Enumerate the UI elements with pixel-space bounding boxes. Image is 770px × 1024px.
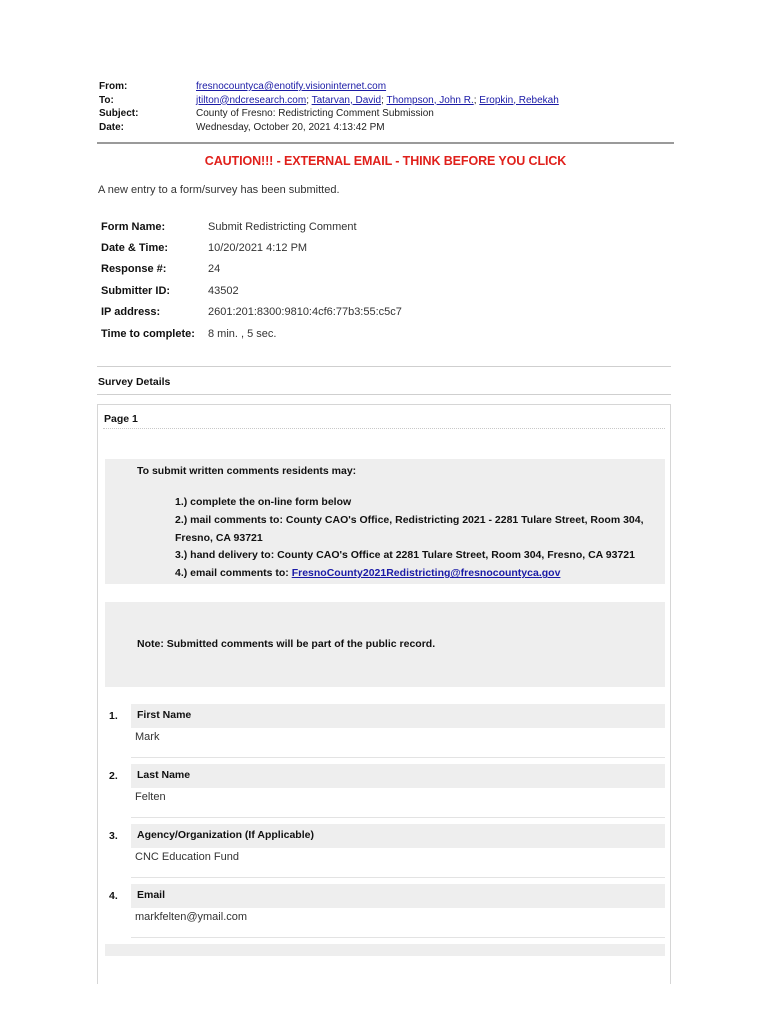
question-label: Email [137, 889, 166, 901]
ip-value: 2601:201:8300:9810:4cf6:77b3:55:c5c7 [208, 306, 402, 319]
meta-row [101, 237, 402, 258]
question-number: 1. [109, 710, 118, 722]
submitter-value: 43502 [208, 284, 239, 297]
recipient-link[interactable]: Tatarvan, David [311, 94, 382, 106]
intro-text: A new entry to a form/survey has been submitted. [98, 184, 340, 196]
instruction-item: Fresno, CA 93721 [175, 531, 263, 544]
date-label: Date: [99, 121, 125, 133]
answer-divider [131, 757, 665, 758]
answer-divider [131, 817, 665, 818]
email-header [99, 80, 559, 134]
subject-row [99, 107, 559, 121]
question-answer: CNC Education Fund [135, 851, 239, 863]
response-value: 24 [208, 263, 221, 276]
to-row [99, 94, 559, 108]
question-label: Agency/Organization (If Applicable) [137, 829, 314, 841]
recipient-link[interactable]: Thompson, John R. [386, 94, 474, 106]
time-label: Time to complete: [101, 327, 195, 340]
response-label: Response #: [101, 263, 167, 276]
question-answer: markfelten@ymail.com [135, 911, 248, 923]
survey-details-title: Survey Details [98, 376, 171, 388]
answer-divider [131, 937, 665, 938]
question-label: Last Name [137, 769, 191, 781]
note-text: Note: Submitted comments will be part of the public record. [137, 638, 436, 650]
instructions-block [105, 459, 665, 584]
ip-label: IP address: [101, 306, 161, 319]
recipient-link[interactable]: jtilton@ndcresearch.com [196, 94, 307, 106]
recipient-link[interactable]: Eropkin, Rebekah [479, 94, 559, 106]
date-row [99, 121, 559, 135]
instructions-list [175, 494, 655, 583]
question-label: First Name [137, 709, 192, 721]
dotted-divider [103, 428, 665, 429]
caution-banner: CAUTION!!! - EXTERNAL EMAIL - THINK BEFORE YOU CLICK [204, 154, 567, 168]
instruction-prefix: 4.) email comments to: [175, 567, 292, 580]
form-name-label: Form Name: [101, 220, 166, 233]
question-number: 4. [109, 890, 118, 902]
note-block [105, 602, 665, 687]
question-header [131, 704, 665, 728]
question-header [131, 824, 665, 848]
question-number: 2. [109, 770, 118, 782]
subject-label: Subject: [99, 108, 139, 119]
form-name-value: Submit Redistricting Comment [208, 220, 357, 233]
instruction-item: 2.) mail comments to: County CAO's Office, Redistricting 2021 - 2281 Tulare Street, Room 304, [175, 513, 644, 526]
next-question-header [105, 944, 665, 956]
question-header [131, 764, 665, 788]
page-label: Page 1 [104, 413, 138, 425]
from-row [99, 80, 559, 94]
instruction-item: 1.) complete the on-line form below [175, 496, 352, 508]
datetime-value: 10/20/2021 4:12 PM [208, 242, 308, 255]
question-answer: Mark [135, 731, 160, 743]
question-number: 3. [109, 830, 118, 842]
header-divider [97, 142, 674, 144]
instruction-item [175, 565, 655, 583]
section-divider [97, 394, 671, 395]
from-label: From: [99, 81, 128, 92]
question-answer: Felten [135, 791, 166, 803]
meta-row [101, 216, 402, 237]
answer-divider [131, 877, 665, 878]
submission-meta [101, 216, 402, 344]
meta-row [101, 323, 402, 344]
question-header [131, 884, 665, 908]
meta-row [101, 280, 402, 301]
datetime-label: Date & Time: [101, 242, 169, 255]
submitter-label: Submitter ID: [101, 284, 171, 297]
meta-row [101, 259, 402, 280]
email-link[interactable]: FresnoCounty2021Redistricting@fresnocountyca.gov [291, 567, 561, 580]
section-divider [97, 366, 671, 367]
meta-row [101, 302, 402, 323]
instructions-heading: To submit written comments residents may: [137, 465, 357, 477]
instruction-item: 3.) hand delivery to: County CAO's Office at 2281 Tulare Street, Room 304, Fresno, CA 93721 [175, 549, 635, 562]
time-value: 8 min. , 5 sec. [208, 327, 277, 340]
date-value: Wednesday, October 20, 2021 4:13:42 PM [196, 121, 385, 133]
to-recipients: jtilton@ndcresearch.com; Tatarvan, David; Thompson, John R.; Eropkin, Rebekah [196, 94, 559, 106]
from-link[interactable]: fresnocountyca@enotify.visioninternet.com [196, 81, 387, 92]
to-label: To: [99, 94, 114, 106]
subject-value: County of Fresno: Redistricting Comment Submission [196, 108, 434, 119]
